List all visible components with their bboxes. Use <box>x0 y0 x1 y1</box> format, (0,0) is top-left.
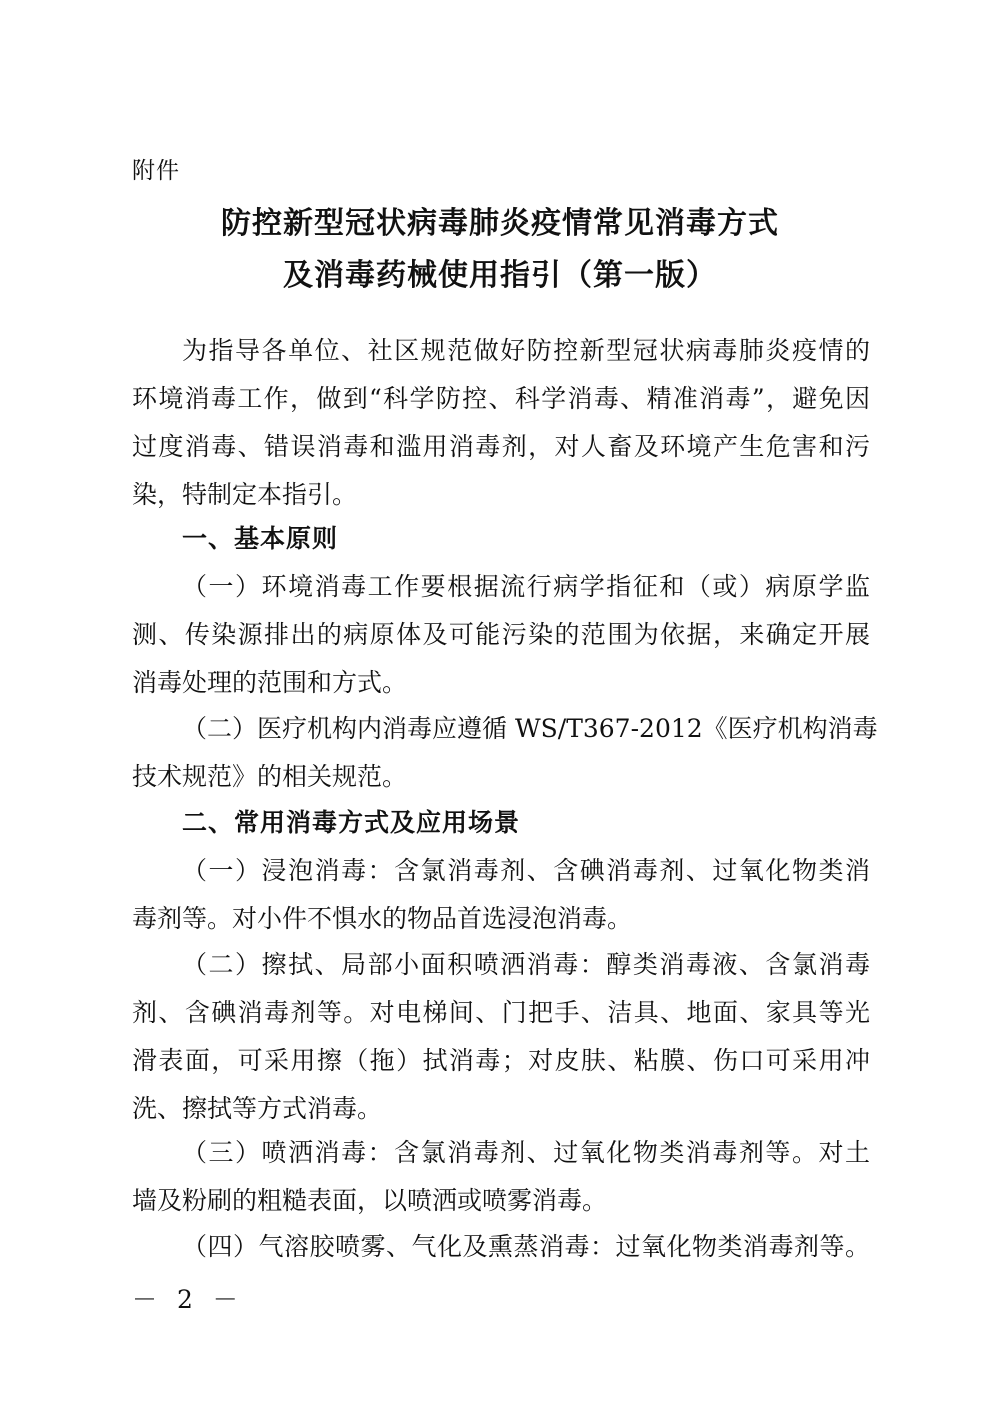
paragraph-line: （一）环境消毒工作要根据流行病学指征和（或）病原学监 <box>182 572 870 601</box>
paragraph-line: 测、传染源排出的病原体及可能污染的范围为依据，来确定开展 <box>132 620 870 649</box>
paragraph-line: 消毒处理的范围和方式。 <box>132 668 408 697</box>
paragraph-line: 洗、擦拭等方式消毒。 <box>132 1094 383 1123</box>
document-title-line-1: 防控新型冠状病毒肺炎疫情常见消毒方式 <box>221 206 779 241</box>
page-number: － 2 － <box>132 1285 244 1314</box>
paragraph-line: 滑表面，可采用擦（拖）拭消毒；对皮肤、粘膜、伤口可采用冲 <box>132 1046 870 1075</box>
paragraph-line: （一）浸泡消毒：含氯消毒剂、含碘消毒剂、过氧化物类消 <box>182 856 870 885</box>
intro-paragraph-line: 为指导各单位、社区规范做好防控新型冠状病毒肺炎疫情的 <box>182 336 870 365</box>
paragraph-line: （二）医疗机构内消毒应遵循 WS/T367-2012《医疗机构消毒 <box>182 714 878 743</box>
intro-paragraph-line: 过度消毒、错误消毒和滥用消毒剂，对人畜及环境产生危害和污 <box>132 432 870 461</box>
section-heading-basic-principles: 一、基本原则 <box>182 524 339 553</box>
paragraph-line: （二）擦拭、局部小面积喷洒消毒：醇类消毒液、含氯消毒 <box>182 950 870 979</box>
paragraph-line: 剂、含碘消毒剂等。对电梯间、门把手、洁具、地面、家具等光 <box>132 998 870 1027</box>
paragraph-line: 墙及粉刷的粗糙表面，以喷洒或喷雾消毒。 <box>132 1186 608 1215</box>
document-title-line-2: 及消毒药械使用指引（第一版） <box>283 258 717 293</box>
intro-paragraph-line: 染，特制定本指引。 <box>132 480 358 509</box>
attachment-label: 附件 <box>132 158 180 184</box>
paragraph-line: 技术规范》的相关规范。 <box>132 762 408 791</box>
intro-paragraph-line: 环境消毒工作，做到“科学防控、科学消毒、精准消毒”，避免因 <box>132 384 870 413</box>
paragraph-line: （三）喷洒消毒：含氯消毒剂、过氧化物类消毒剂等。对土 <box>182 1138 870 1167</box>
section-heading-disinfection-methods: 二、常用消毒方式及应用场景 <box>182 808 521 837</box>
paragraph-line: （四）气溶胶喷雾、气化及熏蒸消毒：过氧化物类消毒剂等。 <box>182 1232 870 1261</box>
paragraph-line: 毒剂等。对小件不惧水的物品首选浸泡消毒。 <box>132 904 633 933</box>
